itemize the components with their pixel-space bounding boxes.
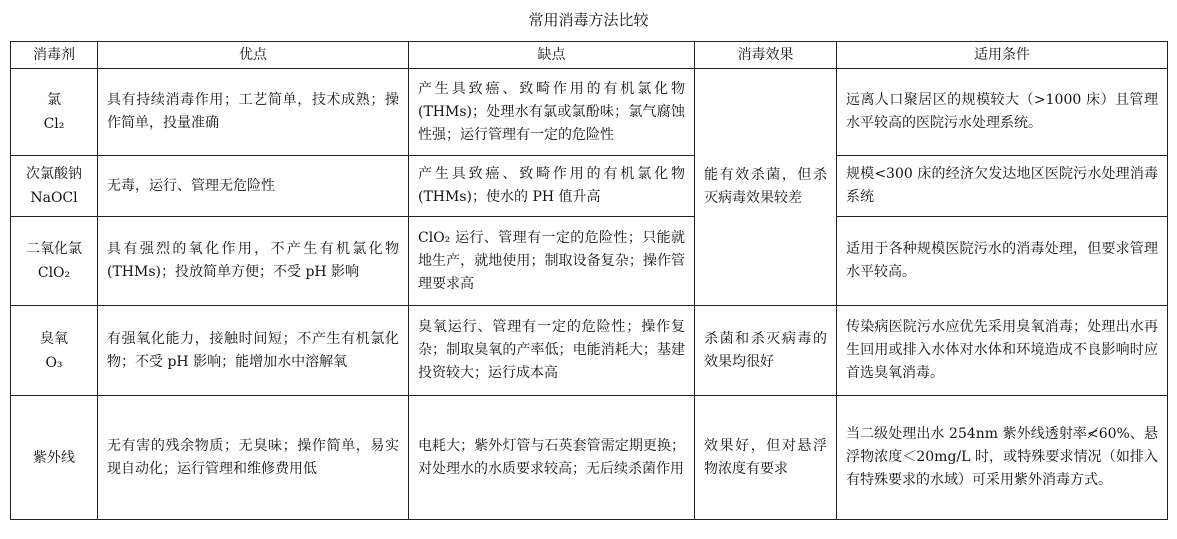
agent-formula: Cl₂ (43, 116, 65, 132)
agent-cell (11, 306, 98, 396)
table-row (11, 217, 1168, 306)
agent-name: 紫外线 (33, 449, 75, 466)
conditions-cell: 远离人口聚居区的规模较大（>1000 床）且管理水平较高的医院污水处理系统。 (837, 69, 1168, 156)
table-row (11, 306, 1168, 396)
pros-cell: 具有强烈的氧化作用，不产生有机氯化物(THMs)；投放简单方便；不受 pH 影响 (98, 217, 409, 306)
conditions-cell: 适用于各种规模医院污水的消毒处理，但要求管理水平较高。 (837, 217, 1168, 306)
agent-cell (11, 69, 98, 156)
cons-cell: 产生具致癌、致畸作用的有机氯化物(THMs)；使水的 PH 值升高 (409, 156, 695, 217)
conditions-cell: 规模<300 床的经济欠发达地区医院污水处理消毒系统 (837, 156, 1168, 217)
pros-cell: 无毒，运行、管理无危险性 (98, 156, 409, 217)
conditions-cell: 当二级处理出水 254nm 紫外线透射率≮60%、悬浮物浓度＜20mg/L 时，或特殊要求情况（如排入有特殊要求的水域）可采用紫外消毒方式。 (837, 396, 1168, 520)
pros-cell: 有强氧化能力，接触时间短；不产生有机氯化物；不受 pH 影响；能增加水中溶解氧 (98, 306, 409, 396)
header-pros: 优点 (98, 42, 409, 69)
cons-cell: 产生具致癌、致畸作用的有机氯化物(THMs)；处理水有氯或氯酚味；氯气腐蚀性强；运行管理有一定的危险性 (409, 69, 695, 156)
agent-formula: ClO₂ (37, 265, 71, 281)
agent-cell (11, 156, 98, 217)
table-row (11, 69, 1168, 156)
agent-name: 次氯酸钠 (26, 166, 82, 182)
effect-cell: 效果好，但对悬浮物浓度有要求 (695, 396, 837, 520)
header-agent: 消毒剂 (11, 42, 98, 69)
header-cons: 缺点 (409, 42, 695, 69)
table-title: 常用消毒方法比较 (528, 11, 649, 29)
agent-formula: O₃ (45, 354, 63, 371)
conditions-cell: 传染病医院污水应优先采用臭氧消毒；处理出水再生回用或排入水体对水体和环境造成不良影响时应首选臭氧消毒。 (837, 306, 1168, 396)
agent-name: 臭氧 (40, 330, 68, 347)
effect-cell: 杀菌和杀灭病毒的效果均很好 (695, 306, 837, 396)
agent-name: 氯 (47, 92, 61, 108)
agent-cell (11, 396, 98, 520)
cons-cell: 臭氧运行、管理有一定的危险性；操作复杂；制取臭氧的产率低；电能消耗大；基建投资较大；运行成本高 (409, 306, 695, 396)
cons-cell: 电耗大；紫外灯管与石英套管需定期更换；对处理水的水质要求较高；无后续杀菌作用 (409, 396, 695, 520)
agent-formula: NaOCl (30, 190, 78, 206)
agent-name: 二氧化氯 (26, 241, 82, 257)
pros-cell: 无有害的残余物质；无臭味；操作简单，易实现自动化；运行管理和维修费用低 (98, 396, 409, 520)
header-conditions: 适用条件 (837, 42, 1168, 69)
header-effect: 消毒效果 (695, 42, 837, 69)
table-row (11, 156, 1168, 217)
header-row (11, 42, 1168, 69)
cons-cell: ClO₂ 运行、管理有一定的危险性；只能就地生产，就地使用；制取设备复杂；操作管理要求高 (409, 217, 695, 306)
agent-cell (11, 217, 98, 306)
table-row (11, 396, 1168, 520)
effect-cell-merged: 能有效杀菌，但杀灭病毒效果较差 (695, 69, 837, 306)
pros-cell: 具有持续消毒作用；工艺简单，技术成熟；操作简单，投量准确 (98, 69, 409, 156)
disinfection-comparison-table (10, 41, 1168, 520)
